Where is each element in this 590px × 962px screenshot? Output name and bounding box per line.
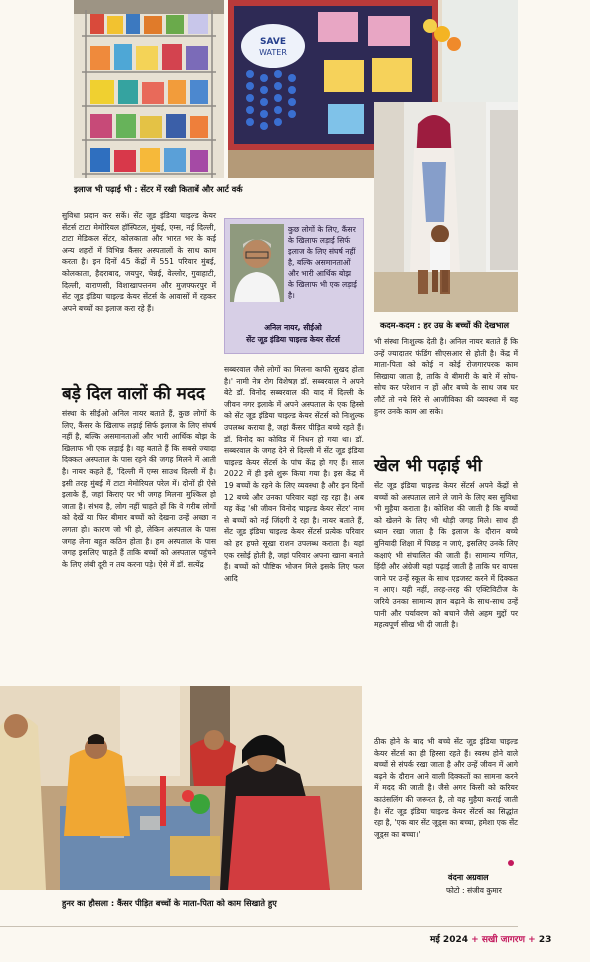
bookshelf-photo <box>74 0 224 178</box>
caption-top-left: इलाज भी पढ़ाई भी : सेंटर में रखी किताबें और आर्ट वर्क <box>74 184 243 194</box>
mother-child-photo <box>374 102 518 312</box>
col3-paragraph-2: सेंट जूड इंडिया चाइल्ड केयर सेंटर्स अपने केंद्रों से बच्चों को अस्पताल लाने ले जाने के लिए बस सुविधा भी मुहैया कराता है। कोशिश की जाती है कि बच्चों को खेलने के लिए भी थोड़ी जगह मिले। साथ ही ध्यान रखा जाता है कि इलाज के दौरान बच्चे बुनियादी शिक्षा में पिछड़ न जाएं, इसलिए उनके लिए कक्षाएं भी संचालित की जाती हैं। सामान्य गणित, हिंदी और अंग्रेजी यहां पढ़ाई जाती है ताकि घर वापस जाने पर उन्हें स्कूल के साथ एडजस्ट करने में दिक्कत न आए। यही नहीं, तरह-तरह की एक्टिविटीज के जरिये उनका सामान्य ज्ञान बढ़ाने के साथ-साथ उन्हें पानी और पर्यावरण को बचाने जैसे अहम मुद्दों पर महत्वपूर्ण सीख भी दी जाती है। <box>374 481 518 630</box>
byline-author: वंदना अग्रवाल <box>448 873 489 882</box>
cloud-text-line2: WATER <box>259 48 287 57</box>
byline-photo: फोटो : संजीव कुमार <box>446 886 502 895</box>
mother-child-illustration <box>374 102 518 312</box>
caption-bottom: हुनर का हौसला : कैंसर पीड़ित बच्चों के माता-पिता को काम सिखाते हुए <box>62 898 277 908</box>
quote-name: अनिल नायर, सीईओ <box>264 323 322 332</box>
workshop-photo <box>0 686 362 890</box>
footer <box>430 932 551 945</box>
quote-text: कुछ लोगों के लिए, कैंसर के खिलाफ लड़ाई सिर्फ इलाज के लिए संघर्ष नहीं है, बल्कि असमानताओं और भारी आर्थिक बोझ के खिलाफ भी एक लड़ाई है। <box>288 225 357 300</box>
footer-page: 23 <box>538 935 552 945</box>
bookshelf-illustration <box>74 0 224 178</box>
footer-month: मई 2024 <box>430 935 468 945</box>
column-1-top <box>62 210 216 314</box>
footer-magazine: सखी जागरण <box>481 935 525 945</box>
heading-khel-bhi: खेल भी पढ़ाई भी <box>374 456 482 476</box>
caption-right: कदम-कदम : हर उम्र के बच्चों की देखभाल <box>380 320 510 330</box>
ceo-portrait <box>230 224 284 302</box>
col3-paragraph-1: भी संस्था निःशुल्क देती है। अनिल नायर बताते हैं कि उन्हें ज्यादातर फंडिंग सीएसआर से होती है। केंद्र में माता-पिता को कोई न कोई रोजगारपरक काम सिखाया जाता है, ताकि वे बीमारी के बारे में सोच-सोच कर परेशान न हों और बच्चे के साथ जब घर लौटें तो नये सिरे से आजीविका की व्यवस्था में यह हुनर उनके काम आ सके। <box>374 337 518 416</box>
col2-paragraph-1: सब्बरवाल जैसे लोगों का मिलना काफी सुखद होता है।' नामी नेत्र रोग विशेषज्ञ डॉ. सब्बरवाल ने अपने बेटे डॉ. विनोद सब्बरवाल की याद में दिल्ली के जीवन नगर इलाके में अपने अस्पताल के एक हिस्से को सेंट जूड इंडिया चाइल्ड केयर सेंटर्स को निःशुल्क उपलब्ध कराया है, जहां कैंसर पीड़ित बच्चे रहते हैं। डॉ. विनोद का कोविड में निधन हो गया था। डॉ. सब्बरवाल के जगह देने से दिल्ली में सेंट जूड इंडिया चाइल्ड केयर सेंटर्स के पांच केंद्र हो गए हैं। साल 2022 में ही इसे शुरू किया गया है। इस केंद्र में 19 बच्चों के रहने के लिए व्यवस्था है और इन दिनों 12 बच्चे और उनका परिवार यहां रह रहा है। अब यह केंद्र 'श्री जीवन विनोद चाइल्ड केयर सेंटर' नाम से बच्चों को नई जिंदगी दे रहा है। नायर बताते हैं, सेंट जूड इंडिया चाइल्ड केयर सेंटर्स प्रत्येक परिवार को हर हफ्ते सूखा राशन उपलब्ध कराता है। यहां एक रसोई होती है, जहां परिवार अपना खाना बनाते हैं। बच्चों को पौष्टिक भोजन मिले इसके लिए फल आदि <box>224 365 364 583</box>
column-3-middle <box>374 480 518 631</box>
workshop-illustration <box>0 686 362 890</box>
col1-paragraph-2: संस्था के सीईओ अनिल नायर बताते हैं, कुछ लोगों के लिए, कैंसर के खिलाफ लड़ाई सिर्फ इलाज के लिए संघर्ष नहीं है, बल्कि असमानताओं और भारी आर्थिक बोझ के खिलाफ भी एक लड़ाई है। वह बताते हैं कि सबसे ज्यादा दिक्कत अस्पताल के पास रहने की जगह मिलने में आती है। नायर कहते हैं, 'दिल्ली में एम्स साउथ दिल्ली में है। इसी तरह मुंबई में टाटा मेमोरियल परेल में। दोनों ही ऐसे इलाके हैं, जहां किराए पर भी जगह मिलना मुश्किल हो जाता है। संभव है, लोग नहीं चाहते हों कि वे गरीब लोगों को देखें या फिर बीमार बच्चों को देखना उन्हें अच्छा न लगता हो। कारण जो भी हो, लेकिन अस्पताल के पास जगह लेना बहुत कठिन होता है। हम अस्पताल के पास जगह इसलिए चाहते हैं ताकि बच्चों को अस्पताल पहुंचने के लिए लंबी दूरी न तय करना पड़े। ऐसे में डॉ. सत्येंद्र <box>62 409 216 569</box>
footer-plus-1: + <box>471 935 479 945</box>
cloud-text-line1: SAVE <box>260 37 286 47</box>
column-3-top <box>374 336 518 417</box>
footer-rule <box>0 926 518 927</box>
heading-bade-dil: बड़े दिल वालों की मदद <box>62 384 205 404</box>
column-1-bottom <box>62 408 216 570</box>
ceo-portrait-illustration <box>230 224 284 302</box>
col1-paragraph-1: सुविधा प्रदान कर सकें। सेंट जूड इंडिया चाइल्ड केयर सेंटर्स टाटा मेमोरियल हॉस्पिटल, मुंबई, एम्स, नई दिल्ली, टाटा मेडिकल सेंटर, कोलकाता और भारत भर के कई अन्य शहरों में विभिन्न कैंसर अस्पतालों के साथ काम करता है। इन दिनों 45 केंद्रों में 551 परिवार मुंबई, कोलकाता, हैदराबाद, जयपुर, चेन्नई, वेल्लोर, गुवाहाटी, दिल्ली, वाराणसी, विशाखापत्तनम और मुजफ्फरपुर में सेंट जूड इंडिया चाइल्ड केयर सेंटर्स के आवासों में रहकर अपने बच्चों का इलाज करा रहे हैं। <box>62 211 216 313</box>
quote-org: सेंट जूड इंडिया चाइल्ड केयर सेंटर्स <box>246 335 340 344</box>
footer-plus-2: + <box>528 935 536 945</box>
column-3-bottom <box>374 736 518 840</box>
end-mark <box>508 860 514 866</box>
column-2 <box>224 364 364 584</box>
col3-paragraph-3: ठीक होने के बाद भी बच्चे सेंट जूड इंडिया चाइल्ड केयर सेंटर्स का ही हिस्सा रहते हैं। स्वस्थ होने वाले बच्चों से संपर्क रखा जाता है और उन्हें जीवन में आगे बढ़ने के दौरान आने वाली दिक्कतों का सामना करने में मदद की जाती है। जैसे अगर किसी को करियर काउंसलिंग की जरूरत है, तो वह मुहैया कराई जाती है। सेंट जूड इंडिया चाइल्ड केयर सेंटर्स का सिद्धांत रहा है, 'एक बार सेंट जूड्स का बच्चा, हमेशा एक सेंट जूड्स का बच्चा।' <box>374 737 518 839</box>
